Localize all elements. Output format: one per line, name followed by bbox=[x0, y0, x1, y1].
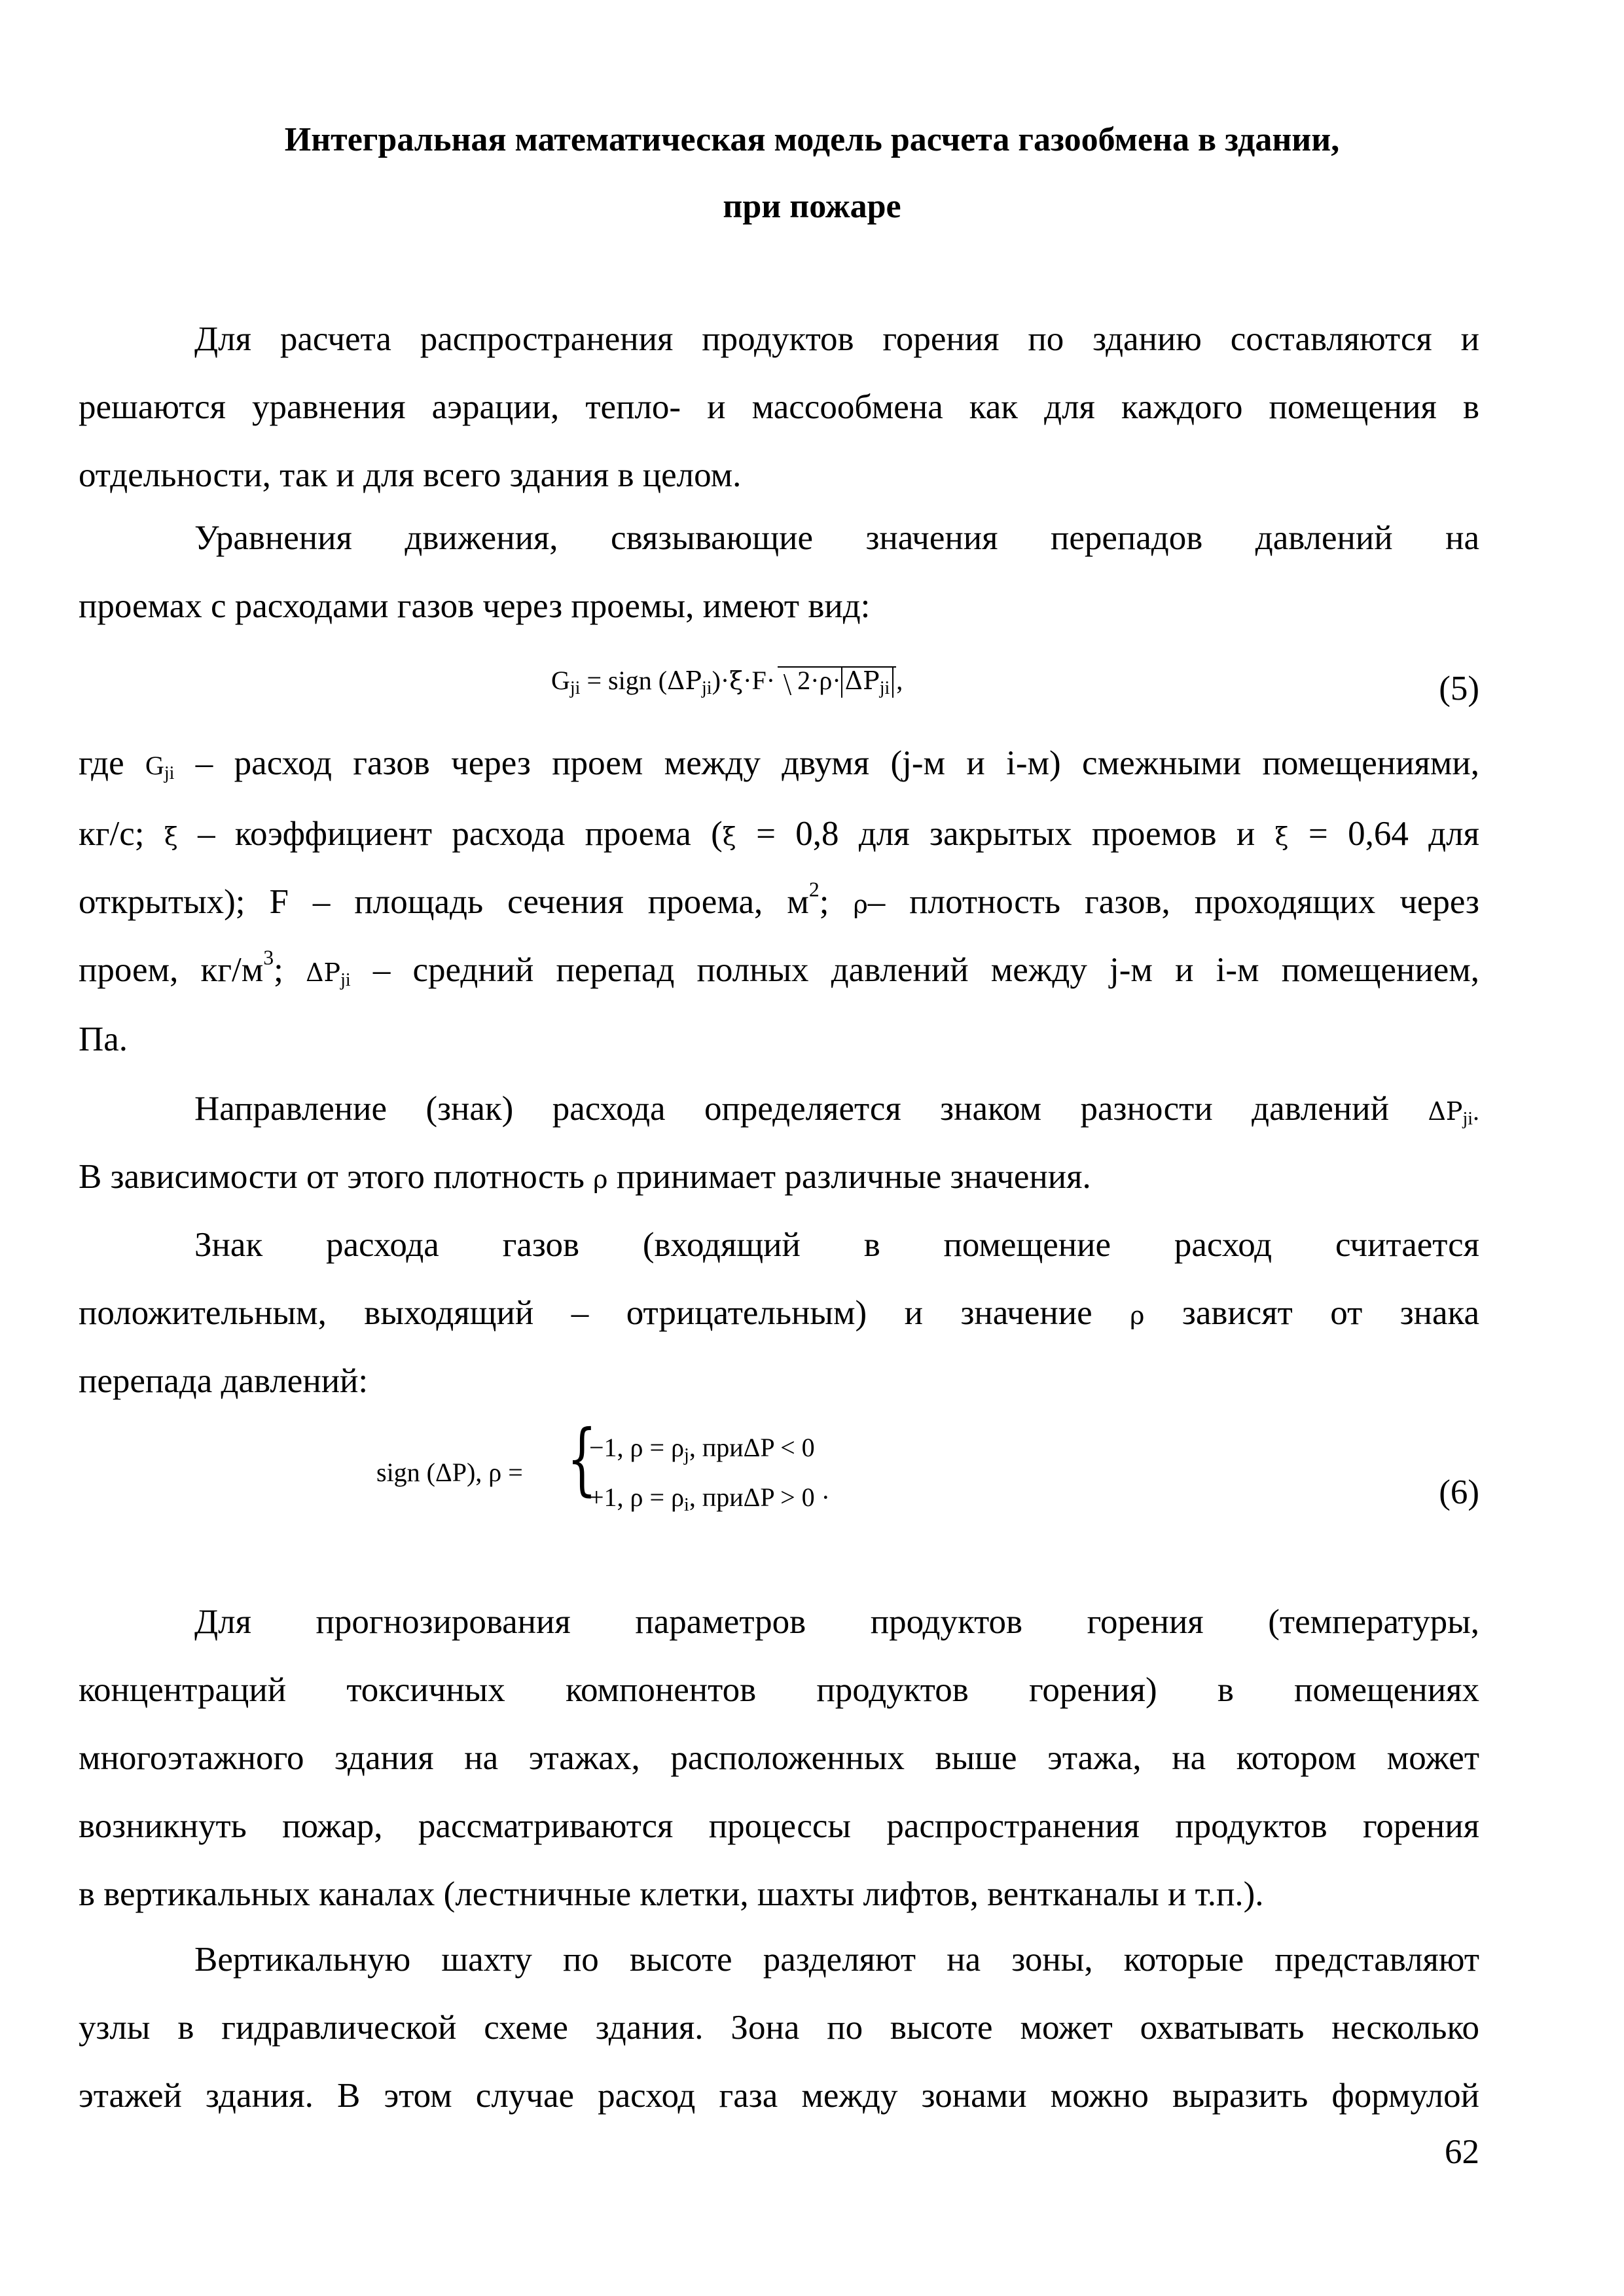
paragraph-2-line-1: Уравнения движения, связывающие значения перепадов давлений на bbox=[194, 519, 1479, 557]
paragraph-6-line-1: Для прогнозирования параметров продуктов горения (температуры, bbox=[194, 1603, 1479, 1641]
paragraph-3-line-2: кг/с; ξ – коэффициент расхода проема (ξ = 0,8 для закрытых проемов и ξ = 0,64 для bbox=[79, 815, 1480, 853]
paragraph-5-line-2: положительным, выходящий – отрицательным) и значение ρ зависят от знака bbox=[79, 1294, 1479, 1332]
paragraph-3-line-4: проем, $кг/м^3$; $\Delta P_{ji}$ – средний перепад полных давлений между j-м и i-м помещением, bbox=[79, 946, 1480, 990]
paragraph-6-line-5: в вертикальных каналах (лестничные клетки, шахты лифтов, вентканалы и т.п.). bbox=[79, 1875, 1264, 1913]
paragraph-2-line-2: проемах с расходами газов через проемы, имеют вид: bbox=[79, 587, 871, 625]
paragraph-5-line-1: Знак расхода газов (входящий в помещение расход считается bbox=[194, 1226, 1479, 1264]
paragraph-3-line-5: Па. bbox=[79, 1020, 128, 1058]
paragraph-5-line-3: перепада давлений: bbox=[79, 1362, 369, 1400]
paragraph-6-line-4: возникнуть пожар, рассматриваются процессы распространения продуктов горения bbox=[79, 1807, 1479, 1845]
paragraph-3-line-3: открытых); F – площадь сечения проема, $м^2$; ρ– плотность газов, проходящих через bbox=[79, 878, 1479, 921]
equation-6-number: (6) bbox=[1439, 1473, 1479, 1511]
equation-6-case-1: −1, $\rho = \rho_j$, приΔP < 0 bbox=[589, 1433, 815, 1465]
equation-6-lhs: sign (ΔP), ρ = bbox=[376, 1458, 523, 1487]
paragraph-7-line-3: этажей здания. В этом случае расход газа между зонами можно выразить формулой bbox=[79, 2077, 1479, 2115]
paragraph-1-line-1: Для расчета распространения продуктов горения по зданию составляются и bbox=[194, 320, 1479, 358]
page-number: 62 bbox=[1445, 2133, 1479, 2171]
paragraph-7-line-1: Вертикальную шахту по высоте разделяют на зоны, которые представляют bbox=[194, 1941, 1479, 1979]
page-title-line-1: Интегральная математическая модель расчета газообмена в здании, bbox=[284, 121, 1340, 158]
paragraph-1-line-3: отдельности, так и для всего здания в целом. bbox=[79, 456, 742, 494]
paragraph-4-line-2: В зависимости от этого плотность ρ принимает различные значения. bbox=[79, 1158, 1091, 1196]
equation-5-number: (5) bbox=[1439, 670, 1479, 708]
paragraph-6-line-2: концентраций токсичных компонентов продуктов горения) в помещениях bbox=[79, 1671, 1479, 1709]
paragraph-7-line-2: узлы в гидравлической схеме здания. Зона по высоте может охватывать несколько bbox=[79, 2009, 1479, 2047]
page-title-line-2: при пожаре bbox=[723, 188, 901, 225]
paragraph-3-line-1: где $G_{ji}$ – расход газов через проем между двумя (j-м и i-м) смежными помещениями, bbox=[79, 744, 1480, 783]
square-root: $2\cdot\rho\cdot \Delta P_{ji}$ bbox=[778, 666, 896, 698]
equation-5: $G_{ji}$ = sign $(\Delta P_{ji})\cdot\xi\cdot F\cdot 2\cdot\rho\cdot \Delta P_{ji}$ , bbox=[551, 666, 903, 698]
paragraph-1-line-2: решаются уравнения аэрации, тепло- и массообмена как для каждого помещения в bbox=[79, 388, 1479, 426]
paragraph-4-line-1: Направление (знак) расхода определяется знаком разности давлений $\Delta P_{ji}$. bbox=[194, 1090, 1480, 1129]
paragraph-6-line-3: многоэтажного здания на этажах, расположенных выше этажа, на котором может bbox=[79, 1739, 1479, 1777]
equation-6-brace: { bbox=[567, 1414, 597, 1505]
equation-6-case-2: +1, $\rho = \rho_i$, приΔP > 0 · bbox=[589, 1482, 831, 1515]
